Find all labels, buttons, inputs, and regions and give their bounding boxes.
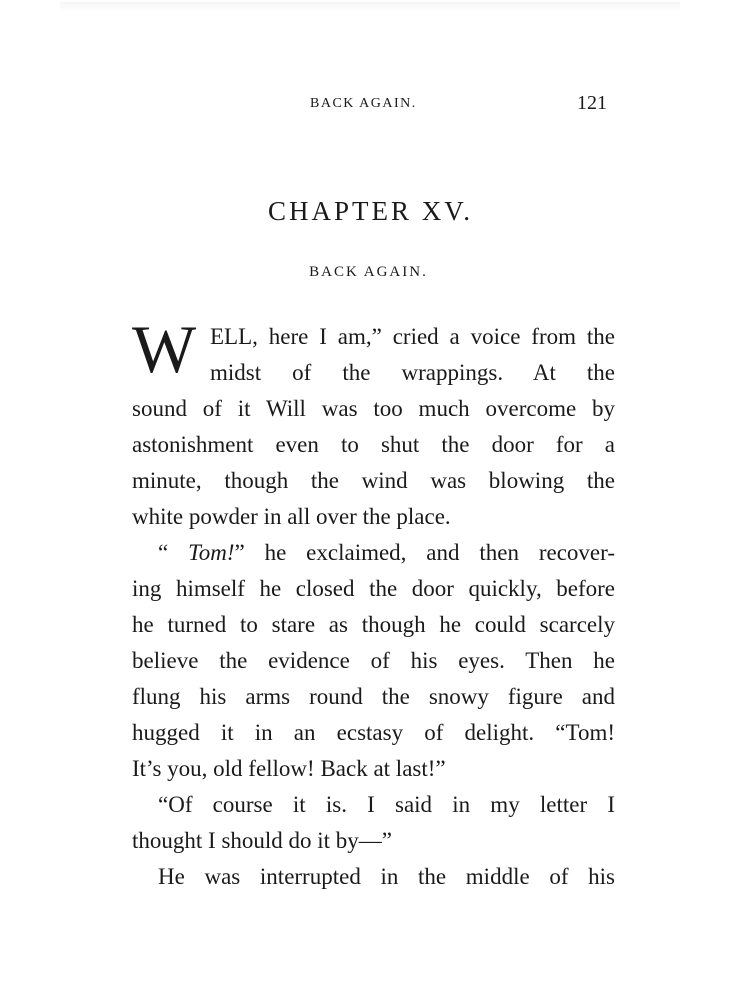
text-line: hugged it in an ecstasy of delight. “Tom!: [132, 720, 615, 745]
italic-text: Tom!: [188, 540, 235, 565]
text-line: astonishment even to shut the door for a: [132, 432, 615, 457]
text-run: ” he exclaimed, and then recover-: [234, 540, 615, 565]
text-line: white powder in all over the place.: [132, 504, 451, 529]
chapter-subtitle: BACK AGAIN.: [309, 264, 428, 280]
drop-cap: W: [132, 311, 197, 387]
open-quote: “: [158, 540, 189, 565]
drop-cap-box: [132, 311, 210, 387]
running-head: BACK AGAIN.: [310, 96, 417, 111]
text-line: [132, 535, 615, 571]
text-line: sound of it Will was too much overcome by: [132, 396, 615, 421]
text-line: thought I should do it by—”: [132, 828, 393, 853]
text-line: minute, though the wind was blowing the: [132, 468, 615, 493]
text-line: ing himself he closed the door quickly, before: [132, 576, 615, 601]
text-line: flung his arms round the snowy figure and: [132, 684, 615, 709]
text-line: he turned to stare as though he could scarcely: [132, 612, 615, 637]
text-line: ELL, here I am,” cried a voice from the: [210, 324, 615, 349]
page-number: 121: [577, 92, 607, 114]
text-line: believe the evidence of his eyes. Then he: [132, 648, 615, 673]
chapter-title: CHAPTER XV.: [267, 196, 474, 226]
text-line: midst of the wrappings. At the: [210, 360, 615, 385]
text-line: He was interrupted in the middle of his: [158, 864, 615, 889]
body-text: [132, 311, 615, 895]
text-line: It’s you, old fellow! Back at last!”: [132, 756, 446, 781]
bleed-through: [60, 2, 680, 12]
text-line: “Of course it is. I said in my letter I: [158, 792, 615, 817]
